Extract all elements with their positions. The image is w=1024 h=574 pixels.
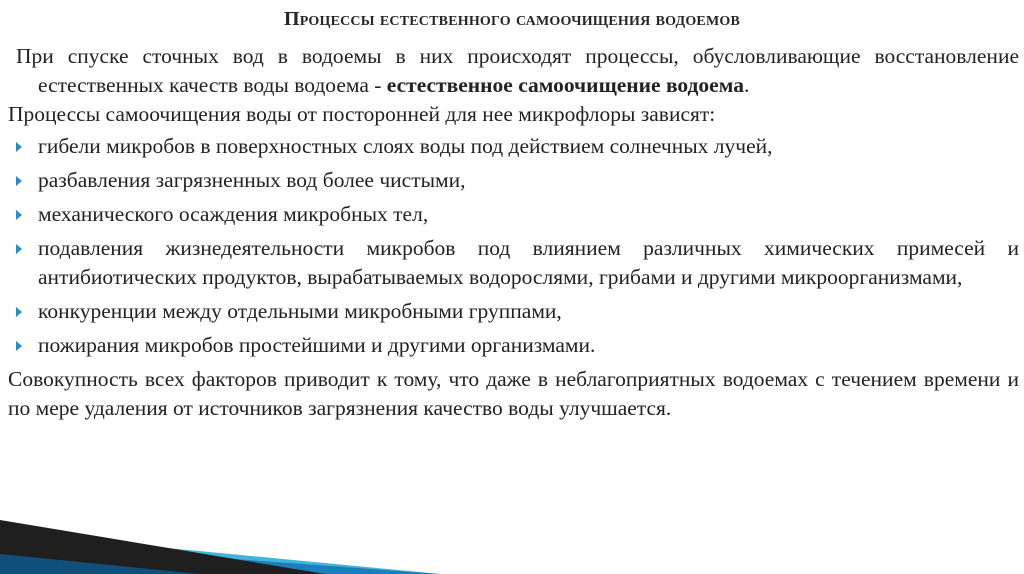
list-item-text: подавления жизнедеятельности микробов под влиянием различных химических примесей и антибиотических продуктов, вырабатываемых водорослями, грибами и другими микроорганизмами, <box>38 236 1019 289</box>
slide-title: Процессы естественного самоочищения водоемов <box>283 8 741 30</box>
triangle-right-icon <box>16 142 22 152</box>
lead-paragraph: Процессы самоочищения воды от посторонней для нее микрофлоры зависят: <box>8 102 716 126</box>
triangle-right-icon <box>16 341 22 351</box>
factor-list <box>8 132 1019 360</box>
list-item <box>8 234 1019 292</box>
list-item <box>8 331 1019 360</box>
intro-end: . <box>743 73 750 97</box>
corner-decoration <box>0 474 440 574</box>
triangle-right-icon <box>16 176 22 186</box>
conclusion-paragraph: Совокупность всех факторов приводит к тому, что даже в неблагоприятных водоемах с течением времени и по мере удаления от источников загрязнения качество воды улучшается. <box>8 367 1019 420</box>
list-item-text: пожирания микробов простейшими и другими организмами. <box>38 333 596 357</box>
slide-content <box>8 42 1019 423</box>
triangle-right-icon <box>16 307 22 317</box>
intro-bold-term: естественное самоочищение водоема <box>386 73 744 97</box>
list-item <box>8 200 1019 229</box>
intro-text: При спуске сточных вод в водоемы в них происходят процессы, обусловливающие восстановление естественных качеств воды водоема - <box>16 44 1019 97</box>
list-item-text: разбавления загрязненных вод более чистыми, <box>38 168 466 192</box>
list-item-text: конкуренции между отдельными микробными группами, <box>38 299 562 323</box>
list-item-text: механического осаждения микробных тел, <box>38 202 429 226</box>
triangle-right-icon <box>16 244 22 254</box>
triangle-right-icon <box>16 210 22 220</box>
list-item-text: гибели микробов в поверхностных слоях воды под действием солнечных лучей, <box>38 134 773 158</box>
list-item <box>8 166 1019 195</box>
list-item <box>8 297 1019 326</box>
intro-paragraph <box>8 42 1019 100</box>
list-item <box>8 132 1019 161</box>
